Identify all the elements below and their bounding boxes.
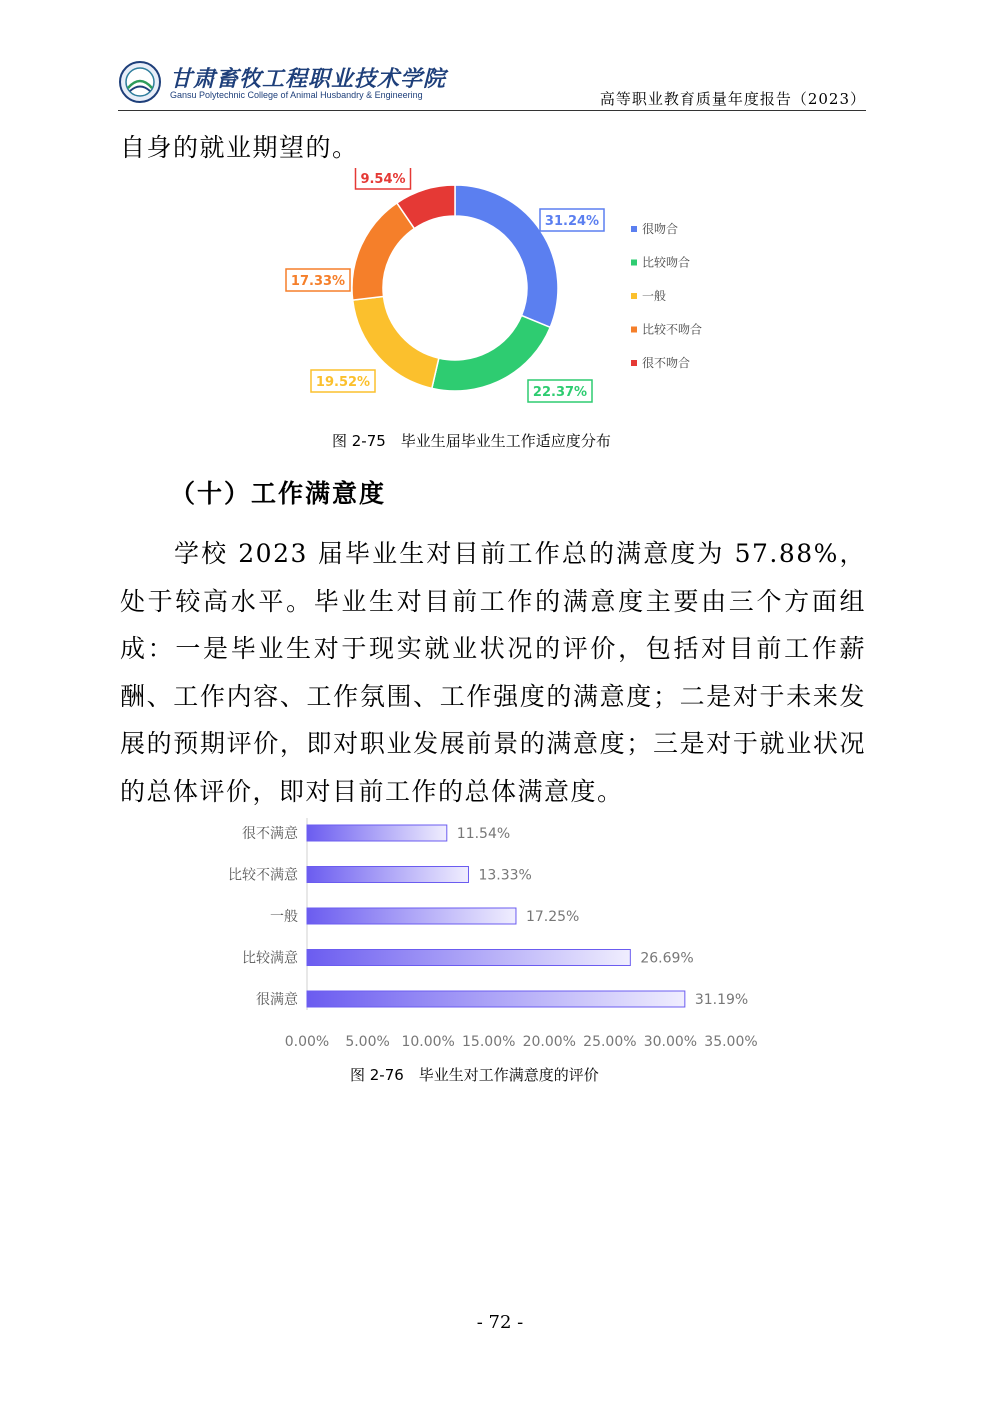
bar-category-label-2: 比较不满意 [228,867,298,884]
bar-4 [307,950,630,966]
school-logo-icon [118,60,162,104]
section-heading: （十）工作满意度 [170,479,387,508]
bar-category-label-5: 很满意 [256,992,298,1008]
legend-swatch-3 [631,293,637,299]
legend-swatch-1 [631,226,637,232]
donut-slice-1 [455,185,558,327]
bar-data-label-3: 17.25% [525,909,580,925]
bar-data-label-4: 26.69% [640,950,694,967]
bar-data-label-5: 31.19% [694,992,749,1008]
bar-x-tick-6: 25.00% [583,1034,637,1050]
school-name-en: Gansu Polytechnic College of Animal Husbandry & Engineering [170,90,423,100]
donut-chart [270,168,730,418]
bar-x-tick-8: 35.00% [704,1034,758,1050]
bar-data-label-2: 13.33% [478,867,532,884]
body-paragraph: 学校 2023 届毕业生对目前工作总的满意度为 57.88%，处于较高水平。毕业生对目前工作的满意度主要由三个方面组成：一是毕业生对于现实就业状况的评价，包括对目前工作薪酬、工作内容、工作氛围、工作强度的满意度；二是对于未来发展的预期评价，即对职业发展前景的满意度；三是对于就业状况的总体评价，即对目前工作的总体满意度。 [120,539,866,806]
bar-5 [307,991,685,1007]
donut-data-label-4: 17.33% [290,274,346,289]
legend-label-3: 一般 [642,289,667,303]
intro-line: 自身的就业期望的。 [120,133,359,162]
bar-chart [225,814,765,1054]
bar-x-tick-4: 15.00% [462,1034,516,1050]
donut-data-label-2: 22.37% [532,385,588,400]
donut-data-label-1: 31.24% [544,214,600,229]
bar-chart-caption: 图 2-76 毕业生对工作满意度的评价 [350,1066,599,1084]
bar-x-tick-5: 20.00% [522,1034,576,1050]
bar-2 [307,867,468,883]
legend-label-1: 很吻合 [642,222,679,236]
legend-swatch-2 [631,260,637,266]
legend-swatch-4 [631,327,637,333]
bar-category-label-1: 很不满意 [242,826,298,842]
donut-chart-caption: 图 2-75 毕业生届毕业生工作适应度分布 [332,432,611,450]
donut-data-label-3: 19.52% [315,375,371,390]
legend-label-5: 很不吻合 [642,356,691,370]
bar-3 [307,908,516,924]
bar-1 [307,825,447,841]
page-header [118,58,866,111]
legend-label-2: 比较吻合 [642,255,691,270]
bar-category-label-4: 比较满意 [242,950,298,967]
bar-x-tick-3: 10.00% [401,1034,455,1050]
bar-x-tick-1: 0.00% [284,1034,330,1050]
bar-chart-svg [225,814,765,1054]
bar-x-tick-2: 5.00% [345,1034,390,1050]
donut-data-label-5: 9.54% [360,172,406,187]
legend-swatch-5 [631,360,637,366]
donut-chart-svg [270,168,730,418]
school-name-cn: 甘肃畜牧工程职业技术学院 [170,67,447,92]
page-number: - 72 - [476,1312,524,1333]
bar-category-label-3: 一般 [270,909,298,925]
donut-slice-4 [352,203,414,300]
bar-data-label-1: 11.54% [456,826,511,842]
report-title: 高等职业教育质量年度报告（2023） [599,90,866,108]
legend-label-4: 比较不吻合 [642,322,703,337]
bar-x-tick-7: 30.00% [643,1034,698,1050]
